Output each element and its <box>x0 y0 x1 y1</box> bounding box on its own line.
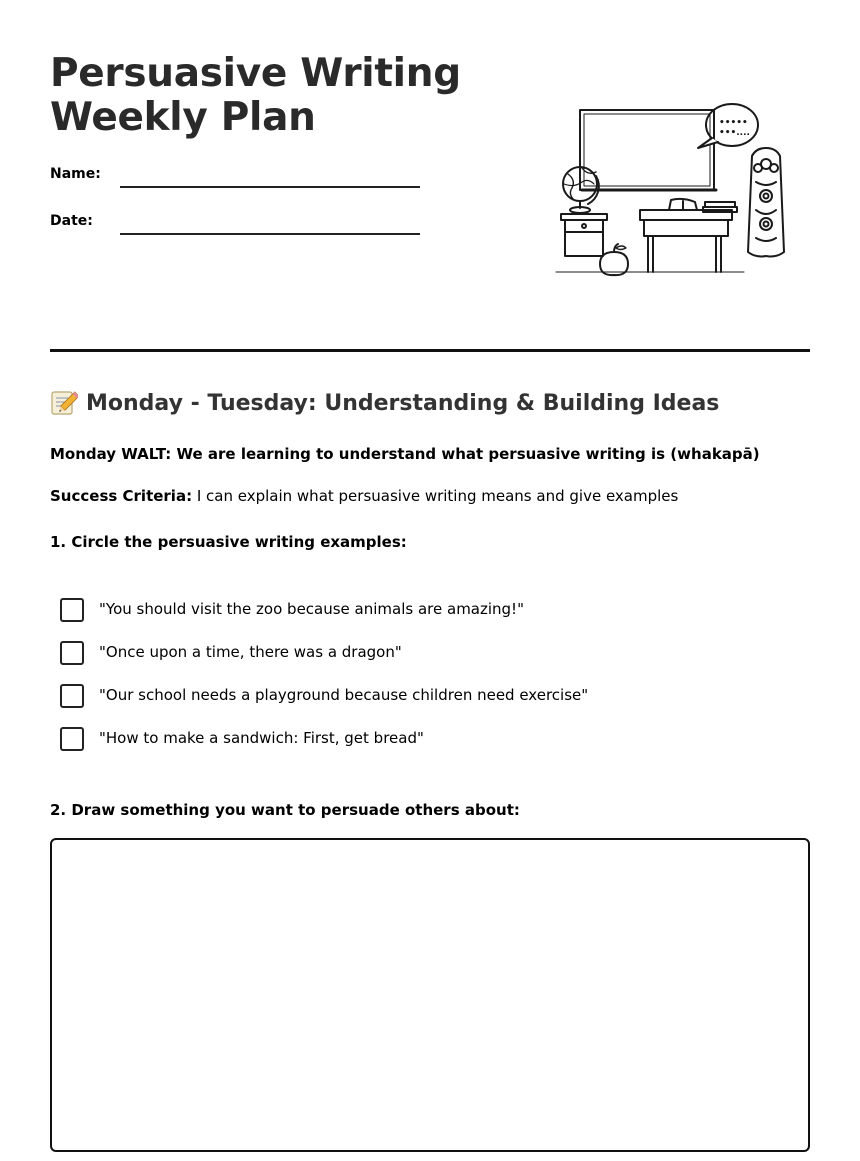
option-text: "Once upon a time, there was a dragon" <box>99 643 402 661</box>
success-criteria-text: I can explain what persuasive writing means and give examples <box>192 487 679 505</box>
option-text: "How to make a sandwich: First, get bread" <box>99 729 424 747</box>
name-line[interactable] <box>120 186 420 188</box>
date-line[interactable] <box>120 233 420 235</box>
memo-pencil-icon <box>50 389 78 415</box>
success-criteria <box>50 486 678 506</box>
page-title <box>50 52 461 140</box>
speech-dots <box>719 118 750 138</box>
date-label: Date: <box>50 213 93 229</box>
checkbox[interactable] <box>60 641 84 665</box>
title-line-1: Persuasive Writing <box>50 51 461 96</box>
date-field[interactable] <box>50 211 420 235</box>
option-text: "You should visit the zoo because animals are amazing!" <box>99 600 524 618</box>
title-line-2: Weekly Plan <box>50 95 316 140</box>
checkbox[interactable] <box>60 727 84 751</box>
option-item[interactable] <box>60 727 760 770</box>
section-heading <box>50 388 719 420</box>
checkbox[interactable] <box>60 598 84 622</box>
section-heading-text: Monday - Tuesday: Understanding & Building Ideas <box>86 391 720 416</box>
checkbox[interactable] <box>60 684 84 708</box>
option-item[interactable] <box>60 641 760 684</box>
carving-icon <box>748 148 784 257</box>
question-2: 2. Draw something you want to persuade others about: <box>50 801 520 819</box>
name-label: Name: <box>50 166 101 182</box>
options-list <box>60 598 760 770</box>
question-1: 1. Circle the persuasive writing examples: <box>50 533 407 551</box>
side-table-icon <box>561 214 607 256</box>
option-item[interactable] <box>60 684 760 727</box>
drawing-area[interactable] <box>50 838 810 1152</box>
speech-dots-row2: •••.... <box>719 128 750 138</box>
option-text: "Our school needs a playground because children need exercise" <box>99 686 589 704</box>
success-criteria-label: Success Criteria: <box>50 487 193 505</box>
apple-icon <box>600 244 628 275</box>
option-item[interactable] <box>60 598 760 641</box>
section-divider <box>50 349 810 352</box>
name-field[interactable] <box>50 164 420 188</box>
speech-dots-row1: ••••• <box>719 118 748 128</box>
desk-icon <box>640 210 732 272</box>
walt-statement: Monday WALT: We are learning to understand what persuasive writing is (whakapā) <box>50 445 760 463</box>
classroom-illustration <box>552 98 792 283</box>
whiteboard-icon <box>580 110 714 190</box>
